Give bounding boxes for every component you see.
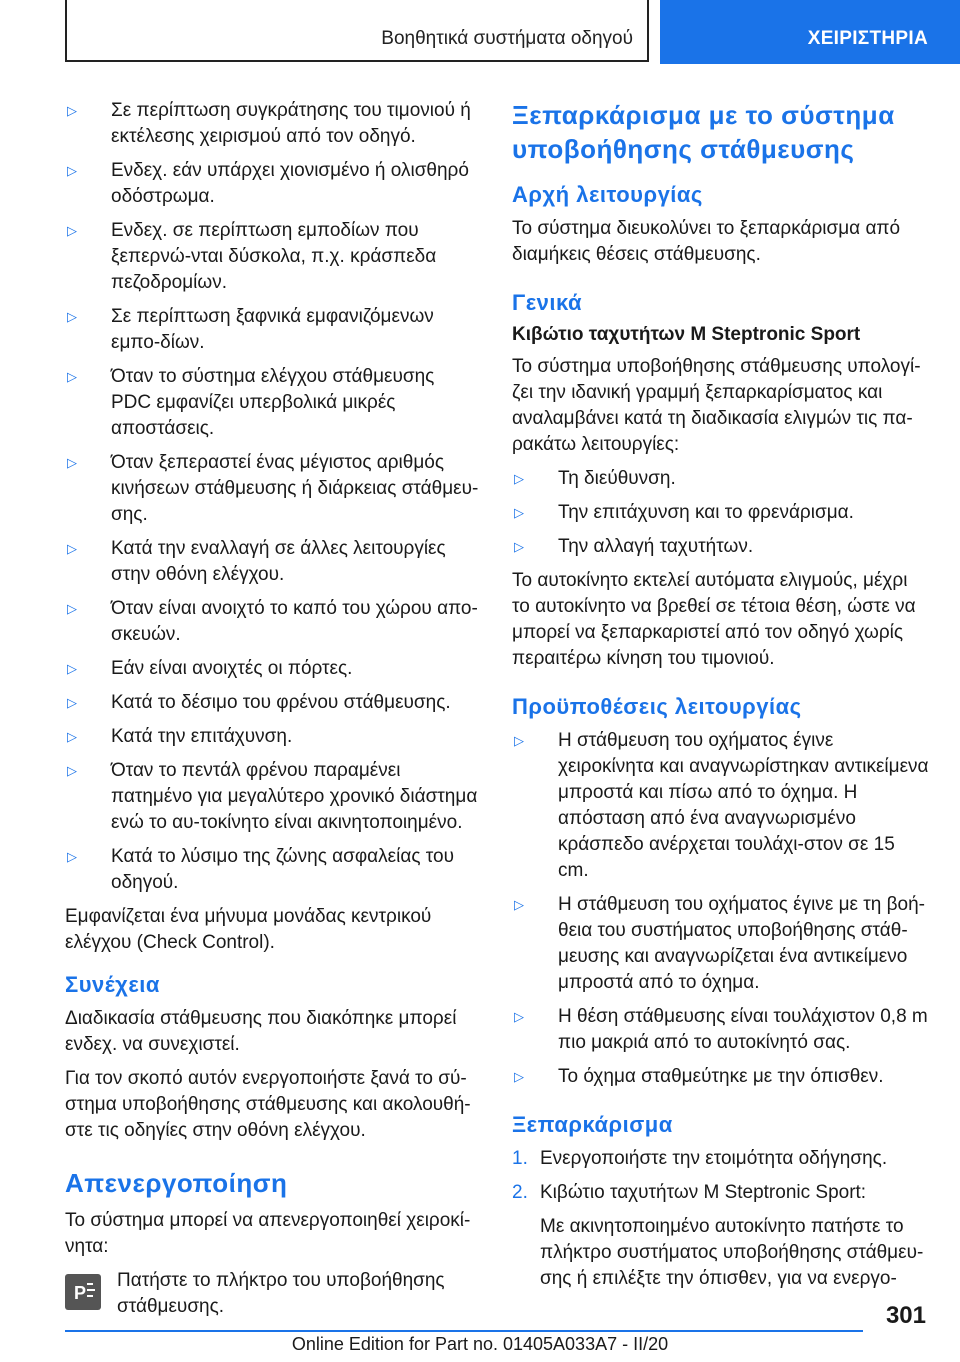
list-item: ▷ Το όχημα σταθμεύτηκε με την όπισθεν. <box>512 1064 930 1090</box>
list-item: ▷ Η στάθμευση του οχήματος έγινε με τη βοή-θεια του συστήματος υποβοήθησης στάθ-μευσης και αναγνωρίζεται ένα αντικείμενο μπροστά από το όχημα. <box>514 894 926 993</box>
triangle-right-icon: ▷ <box>67 103 77 118</box>
triangle-right-icon: ▷ <box>67 223 77 238</box>
unpark-heading: Ξεπαρκάρισμα <box>512 1112 673 1137</box>
deactivation-instruction <box>65 1268 479 1320</box>
parking-assistant-icon <box>65 1274 101 1310</box>
svg-text:P: P <box>74 1283 87 1303</box>
principle-heading: Αρχή λειτουργίας <box>512 182 703 207</box>
triangle-right-icon: ▷ <box>67 763 77 778</box>
left-column <box>65 98 479 1320</box>
triangle-right-icon: ▷ <box>67 163 77 178</box>
list-item: ▷ Κατά την επιτάχυνση. <box>65 724 479 750</box>
triangle-right-icon: ▷ <box>514 471 524 486</box>
list-item: ▷ Τη διεύθυνση. <box>512 466 930 492</box>
triangle-right-icon: ▷ <box>514 1069 524 1084</box>
check-control-text: Εμφανίζεται ένα μήνυμα μονάδας κεντρικού ελέγχου (Check Control). <box>65 906 432 953</box>
general-heading: Γενικά <box>512 290 583 315</box>
header-frame <box>65 0 649 62</box>
list-item: ▷ Όταν είναι ανοιχτό το καπό του χώρου απο-σκευών. <box>67 598 478 645</box>
step2-detail: Με ακινητοποιημένο αυτοκίνητο πατήστε το πλήκτρο συστήματος υποβοήθησης στάθμευ-σης ή επιλέξτε την όπισθεν, για να ενεργο- <box>540 1216 924 1289</box>
triangle-right-icon: ▷ <box>67 729 77 744</box>
list-item: ▷ Κατά το δέσιμο του φρένου στάθμευσης. <box>65 690 479 716</box>
steptronic-paragraph: Το σύστημα υποβοήθησης στάθμευσης υπολογί-ζει την ιδανική γραμμή ξεπαρκαρίσματος και αναλαμβάνει κατά τη διαδικασία ελιγμών τις πα-ρακάτω λειτουργίες: <box>512 356 921 455</box>
triangle-right-icon: ▷ <box>514 897 524 912</box>
deactivation-heading: Απενεργοποίηση <box>65 1168 288 1198</box>
triangle-right-icon: ▷ <box>514 539 524 554</box>
list-item: ▷ Ενδεχ. εάν υπάρχει χιονισμένο ή ολισθηρό οδόστρωμα. <box>67 160 469 207</box>
footer-divider <box>65 1330 863 1332</box>
list-item: ▷ Όταν το πεντάλ φρένου παραμένει πατημένο για μεγαλύτερο χρονικό διάστημα ενώ το αυ-τοκίνητο είναι ακινητοποιημένο. <box>67 760 478 833</box>
footer-edition: Online Edition for Part no. 01405A033A7 - II/20 <box>291 1334 669 1354</box>
list-item: ▷ Όταν ξεπεραστεί ένας μέγιστος αριθμός κινήσεων στάθμευσης ή διάρκειας στάθμευ-σης. <box>67 452 479 525</box>
steptronic-heading: Κιβώτιο ταχυτήτων M Steptronic Sport <box>512 324 861 345</box>
list-item: ▷ Κατά την εναλλαγή σε άλλες λειτουργίες στην οθόνη ελέγχου. <box>67 538 446 585</box>
triangle-right-icon: ▷ <box>514 733 524 748</box>
list-item: ▷ Σε περίπτωση ξαφνικά εμφανιζόμενων εμπο-δίων. <box>67 306 434 353</box>
list-item: ▷ Ενδεχ. σε περίπτωση εμποδίων που ξεπερνώ-νται δύσκολα, π.χ. κράσπεδα πεζοδρομίων. <box>67 220 437 293</box>
triangle-right-icon: ▷ <box>67 541 77 556</box>
list-item: ▷ Η θέση στάθμευσης είναι τουλάχιστον 0,8 m πιο μακριά από το αυτοκίνητό σας. <box>514 1006 928 1053</box>
triangle-right-icon: ▷ <box>67 849 77 864</box>
triangle-right-icon: ▷ <box>67 455 77 470</box>
auto-paragraph: Το αυτοκίνητο εκτελεί αυτόματα ελιγμούς, μέχρι το αυτοκίνητο να βρεθεί σε τέτοια θέση, ώστε να μπορεί να ξεπαρκαριστεί από τον οδηγό χωρίς περαιτέρω κίνηση του τιμονιού. <box>512 570 916 669</box>
list-item: ▷ Σε περίπτωση συγκράτησης του τιμονιού ή εκτέλεσης χειρισμού από τον οδηγό. <box>67 100 471 147</box>
list-item: ▷ Την επιτάχυνση και το φρενάρισμα. <box>512 500 930 526</box>
list-item: ▷ Την αλλαγή ταχυτήτων. <box>512 534 930 560</box>
continue-heading: Συνέχεια <box>65 972 160 997</box>
step-item: 2. Κιβώτιο ταχυτήτων M Steptronic Sport: <box>512 1182 867 1203</box>
triangle-right-icon: ▷ <box>67 601 77 616</box>
step-item: 1. Ενεργοποιήστε την ετοιμότητα οδήγησης. <box>512 1148 888 1169</box>
deactivation-icon-text: Πατήστε το πλήκτρο του υποβοήθησης στάθμευσης. <box>117 1270 445 1317</box>
list-item: ▷ Η στάθμευση του οχήματος έγινε χειροκίνητα και αναγνωρίστηκαν αντικείμενα μπροστά και πίσω από το όχημα. Η απόσταση από ένα αναγνωρισμένο κράσπεδο ανέρχεται τουλάχι-στον σε 15 cm. <box>514 730 929 881</box>
list-item: ▷ Όταν το σύστημα ελέγχου στάθμευσης PDC εμφανίζει υπερβολικά μικρές αποστάσεις. <box>67 366 435 439</box>
right-column <box>512 98 930 1300</box>
header-tab-label: ΧΕΙΡΙΣΤΗΡΙΑ <box>807 28 928 49</box>
principle-paragraph: Το σύστημα διευκολύνει το ξεπαρκάρισμα από διαμήκεις θέσεις στάθμευσης. <box>512 218 901 265</box>
triangle-right-icon: ▷ <box>67 695 77 710</box>
header-tab <box>660 0 960 64</box>
page-number: 301 <box>885 1302 926 1329</box>
header-title: Βοηθητικά συστήματα οδηγού <box>381 28 633 49</box>
triangle-right-icon: ▷ <box>514 1009 524 1024</box>
triangle-right-icon: ▷ <box>67 309 77 324</box>
list-item: ▷ Εάν είναι ανοιχτές οι πόρτες. <box>65 656 479 682</box>
list-item: ▷ Κατά το λύσιμο της ζώνης ασφαλείας του οδηγού. <box>67 846 454 893</box>
continue-paragraph-1: Διαδικασία στάθμευσης που διακόπηκε μπορεί ενδεχ. να συνεχιστεί. <box>65 1008 457 1055</box>
prereq-heading: Προϋποθέσεις λειτουργίας <box>512 694 802 719</box>
deactivation-paragraph: Το σύστημα μπορεί να απενεργοποιηθεί χειροκί-νητα: <box>65 1210 471 1257</box>
triangle-right-icon: ▷ <box>67 661 77 676</box>
main-heading: Ξεπαρκάρισμα με το σύστημα υποβοήθησης στάθμευσης <box>512 100 895 164</box>
triangle-right-icon: ▷ <box>67 369 77 384</box>
continue-paragraph-2: Για τον σκοπό αυτόν ενεργοποιήστε ξανά το σύ-στημα υποβοήθησης στάθμευσης και ακολουθή-στε τις οδηγίες στην οθόνη ελέγχου. <box>65 1068 471 1141</box>
triangle-right-icon: ▷ <box>514 505 524 520</box>
